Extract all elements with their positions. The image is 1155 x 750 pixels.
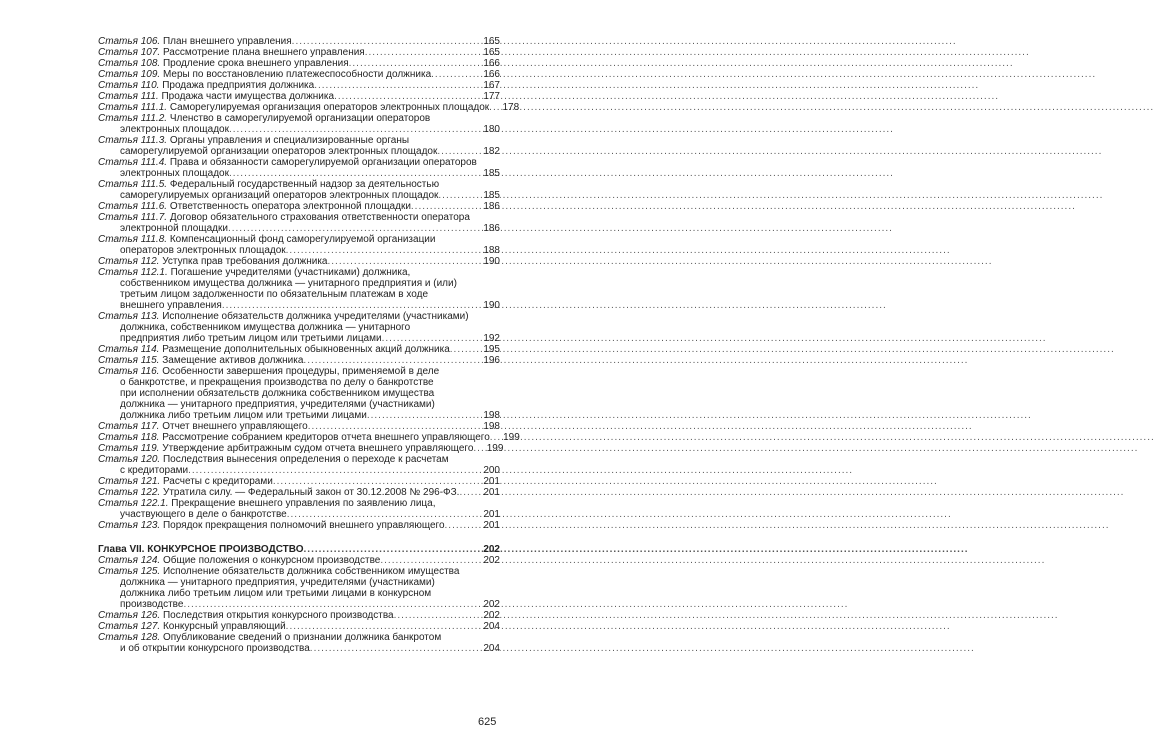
page-ref: 180 (483, 124, 500, 135)
article-label: Статья 127. (98, 621, 161, 632)
dot-leader (304, 544, 478, 555)
article-title: третьим лицом задолженности по обязательным платежам в ходе (120, 289, 429, 300)
page-ref: 185 (483, 190, 500, 201)
article-label: Статья 111.3. (98, 135, 168, 146)
toc-entry[interactable] (98, 487, 500, 498)
page-ref: 199 (503, 432, 520, 443)
article-label: Статья 111.4. (98, 157, 168, 168)
article-label: Статья 111.7. (98, 212, 168, 223)
toc-entry[interactable] (98, 443, 504, 454)
page-ref: 202 (483, 610, 500, 621)
toc-entry[interactable] (98, 234, 500, 256)
article-label: Статья 108. (98, 58, 161, 69)
dot-leader (183, 599, 478, 610)
page-ref: 190 (483, 256, 500, 267)
dot-leader (286, 621, 478, 632)
page-ref: 186 (483, 223, 500, 234)
article-label: Статья 107. (98, 47, 161, 58)
article-title: Общие положения о конкурсном производстве (162, 555, 381, 566)
dot-leader (380, 555, 478, 566)
article-title: собственником имущества должника — унитарного предприятия и (или) (120, 278, 457, 289)
article-title: Погашение учредителями (участниками) должника, (170, 267, 411, 278)
page-ref: 201 (483, 476, 500, 487)
article-title: Права и обязанности саморегулируемой организации операторов (169, 157, 477, 168)
article-title: Ответственность оператора электронной площадки (169, 201, 411, 212)
article-title: Отчет внешнего управляющего (162, 421, 308, 432)
toc-entry[interactable] (98, 621, 500, 632)
dot-leader (459, 487, 478, 498)
article-label: Статья 111.2. (98, 113, 168, 124)
article-label: Статья 111.8. (98, 234, 168, 245)
page-ref: 204 (483, 643, 500, 654)
article-title: Исполнение обязательств должника собственником имущества (162, 566, 460, 577)
page-ref: 166 (483, 58, 500, 69)
page-ref: 192 (483, 333, 500, 344)
article-label: Статья 111.1. (98, 102, 168, 113)
page-ref: 200 (483, 465, 500, 476)
toc-entry[interactable] (98, 157, 500, 179)
article-label: Статья 125. (98, 566, 161, 577)
toc-entry[interactable] (98, 476, 500, 487)
article-title: Расчеты с кредиторами (162, 476, 273, 487)
toc-entry[interactable] (98, 102, 520, 113)
dot-leader (292, 36, 478, 47)
dot-leader (489, 102, 497, 113)
page-ref: 199 (486, 443, 504, 454)
toc-entry[interactable] (98, 555, 500, 566)
page-ref: 196 (483, 355, 500, 366)
article-label: Статья 122.1. (98, 498, 169, 509)
toc-entry[interactable] (98, 91, 500, 102)
chapter-title: Глава VII. КОНКУРСНОЕ ПРОИЗВОДСТВО (98, 544, 304, 555)
article-title: электронной площадки (120, 223, 228, 234)
dot-leader (411, 201, 478, 212)
article-label: Статья 114. (98, 344, 160, 355)
toc-entry[interactable] (98, 80, 500, 91)
page-ref: 177 (483, 91, 500, 102)
article-title: Последствия открытия конкурсного производства (162, 610, 394, 621)
dot-leader (303, 355, 478, 366)
article-title: Утратила силу. — Федеральный закон от 30.12.2008 № 296-ФЗ. (162, 487, 460, 498)
article-title: Компенсационный фонд саморегулируемой организации (169, 234, 436, 245)
toc-entry[interactable] (98, 454, 500, 476)
article-label: Статья 119. (98, 443, 160, 454)
article-title: саморегулируемой организации операторов электронных площадок (120, 146, 438, 157)
toc-entry[interactable] (98, 58, 500, 69)
article-title: Особенности завершения процедуры, применяемой в деле (162, 366, 440, 377)
article-title: Прекращение внешнего управления по заявлению лица, (171, 498, 436, 509)
article-label: Статья 112. (98, 256, 160, 267)
article-title: Уступка прав требования должника (162, 256, 328, 267)
dot-leader (431, 69, 478, 80)
article-title: должника либо третьим лицом или третьими лицами (120, 410, 367, 421)
dot-leader (188, 465, 478, 476)
article-title: Продление срока внешнего управления (162, 58, 349, 69)
article-title: с кредиторами (120, 465, 189, 476)
dot-leader (228, 223, 478, 234)
article-title: Замещение активов должника (162, 355, 304, 366)
article-title: Размещение дополнительных обыкновенных акций должника (162, 344, 450, 355)
page-ref: 198 (483, 421, 500, 432)
page-ref: 166 (483, 69, 500, 80)
page-ref: 201 (483, 509, 500, 520)
article-label: Статья 110. (98, 80, 160, 91)
article-title: Конкурсный управляющий (162, 621, 286, 632)
article-label: Статья 126. (98, 610, 161, 621)
page-ref: 204 (483, 621, 500, 632)
toc-entry[interactable] (98, 47, 500, 58)
toc-entry[interactable] (98, 344, 500, 355)
page-number: 625 (478, 716, 497, 728)
article-title: Опубликование сведений о признании должника банкротом (162, 632, 442, 643)
article-title: внешнего управления (120, 300, 222, 311)
dot-leader (314, 80, 478, 91)
toc-list (98, 555, 500, 654)
dot-leader (445, 520, 478, 531)
article-title: Рассмотрение собранием кредиторов отчета внешнего управляющего (162, 432, 490, 443)
page-ref: 178 (502, 102, 520, 113)
toc-entry[interactable] (98, 355, 500, 366)
dot-leader (382, 333, 478, 344)
table-of-contents (98, 36, 520, 654)
article-title: Утверждение арбитражным судом отчета внешнего управляющего (162, 443, 474, 454)
article-label: Статья 120. (98, 454, 161, 465)
article-label: Статья 106. (98, 36, 161, 47)
toc-entry[interactable] (98, 366, 500, 421)
dot-leader (473, 443, 481, 454)
article-label: Статья 117. (98, 421, 160, 432)
dot-leader (394, 610, 478, 621)
dot-leader (365, 47, 478, 58)
article-title: должника, собственником имущества должника — унитарного (120, 322, 411, 333)
article-label: Статья 118. (98, 432, 160, 443)
article-title: производстве (120, 599, 184, 610)
article-title: должника — унитарного предприятия, учредителями (участниками) (120, 577, 435, 588)
dot-leader (367, 410, 478, 421)
toc-entry[interactable] (98, 212, 500, 234)
dot-leader (490, 432, 498, 443)
page-ref: 165 (483, 47, 500, 58)
dot-leader (229, 124, 478, 135)
dot-leader (222, 300, 478, 311)
article-title: Продажа части имущества должника (161, 91, 335, 102)
toc-entry[interactable] (98, 520, 500, 531)
toc-entry[interactable] (98, 36, 500, 47)
article-title: План внешнего управления (162, 36, 292, 47)
dot-leader (273, 476, 478, 487)
article-title: о банкротстве, и прекращения производства по делу о банкротстве (120, 377, 434, 388)
article-label: Статья 116. (98, 366, 160, 377)
toc-entry[interactable] (98, 69, 500, 80)
toc-entry[interactable] (98, 135, 500, 157)
dot-leader (450, 344, 478, 355)
article-label: Статья 113. (98, 311, 160, 322)
toc-entry[interactable] (98, 421, 500, 432)
toc-entry[interactable] (98, 610, 500, 621)
toc-entry[interactable] (98, 256, 500, 267)
dot-leader (327, 256, 478, 267)
article-title: Саморегулируемая организация операторов электронных площадок (169, 102, 490, 113)
page-ref: 202 (483, 599, 500, 610)
article-label: Статья 115. (98, 355, 160, 366)
chapter-heading[interactable] (98, 544, 500, 555)
article-title: должника — унитарного предприятия, учредителями (участниками) (120, 399, 435, 410)
article-label: Статья 121. (98, 476, 161, 487)
article-title: Федеральный государственный надзор за деятельностью (169, 179, 440, 190)
article-title: электронных площадок (120, 124, 229, 135)
toc-list (98, 36, 520, 531)
toc-entry[interactable] (98, 432, 520, 443)
article-label: Статья 124. (98, 555, 161, 566)
page-ref: 167 (483, 80, 500, 91)
article-label: Статья 123. (98, 520, 161, 531)
article-title: саморегулируемых организаций операторов электронных площадок (120, 190, 439, 201)
article-title: должника либо третьим лицом или третьими лицами в конкурсном (120, 588, 432, 599)
article-title: и об открытии конкурсного производства (120, 643, 310, 654)
article-title: Органы управления и специализированные органы (169, 135, 410, 146)
article-title: Членство в саморегулируемой организации операторов (169, 113, 431, 124)
article-title: Исполнение обязательств должника учредителями (участниками) (162, 311, 469, 322)
dot-leader (349, 58, 478, 69)
page-ref: 202 (483, 555, 500, 566)
page-ref: 201 (483, 520, 500, 531)
article-label: Статья 111. (98, 91, 159, 102)
article-label: Статья 111.6. (98, 201, 168, 212)
page-ref: 182 (483, 146, 500, 157)
toc-entry[interactable] (98, 632, 500, 654)
dot-leader (286, 245, 478, 256)
toc-entry[interactable] (98, 311, 500, 344)
article-label: Статья 112.1. (98, 267, 168, 278)
dot-leader (308, 421, 478, 432)
page-ref: 195 (483, 344, 500, 355)
page-ref: 198 (483, 410, 500, 421)
article-label: Статья 122. (98, 487, 161, 498)
dot-leader (438, 190, 478, 201)
article-title: предприятия либо третьим лицом или третьими лицами (120, 333, 382, 344)
article-title: Порядок прекращения полномочий внешнего управляющего (162, 520, 445, 531)
page-ref: 201 (483, 487, 500, 498)
dot-leader (229, 168, 478, 179)
page-ref: 185 (483, 168, 500, 179)
dot-leader (334, 91, 478, 102)
page-ref: 190 (483, 300, 500, 311)
toc-entry[interactable] (98, 201, 500, 212)
page-ref: 188 (483, 245, 500, 256)
article-title: Договор обязательного страхования ответственности оператора (169, 212, 470, 223)
article-label: Статья 128. (98, 632, 161, 643)
toc-entry[interactable] (98, 179, 500, 201)
dot-leader (437, 146, 478, 157)
article-label: Статья 111.5. (98, 179, 168, 190)
article-title: Последствия вынесения определения о переходе к расчетам (162, 454, 449, 465)
article-title: при исполнении обязательств должника собственником имущества (120, 388, 435, 399)
article-title: Рассмотрение плана внешнего управления (162, 47, 365, 58)
article-label: Статья 109. (98, 69, 161, 80)
article-title: участвующего в деле о банкротстве (120, 509, 287, 520)
article-title: Меры по восстановлению платежеспособности должника (162, 69, 432, 80)
page-ref: 165 (483, 36, 500, 47)
chapter-page: 202 (483, 544, 500, 555)
page-ref: 186 (483, 201, 500, 212)
toc-entry[interactable] (98, 267, 500, 311)
dot-leader (287, 509, 478, 520)
article-title: операторов электронных площадок (120, 245, 286, 256)
article-title: Продажа предприятия должника (162, 80, 315, 91)
article-title: электронных площадок (120, 168, 229, 179)
toc-entry[interactable] (98, 498, 500, 520)
toc-entry[interactable] (98, 113, 500, 135)
toc-entry[interactable] (98, 566, 500, 610)
dot-leader (310, 643, 478, 654)
